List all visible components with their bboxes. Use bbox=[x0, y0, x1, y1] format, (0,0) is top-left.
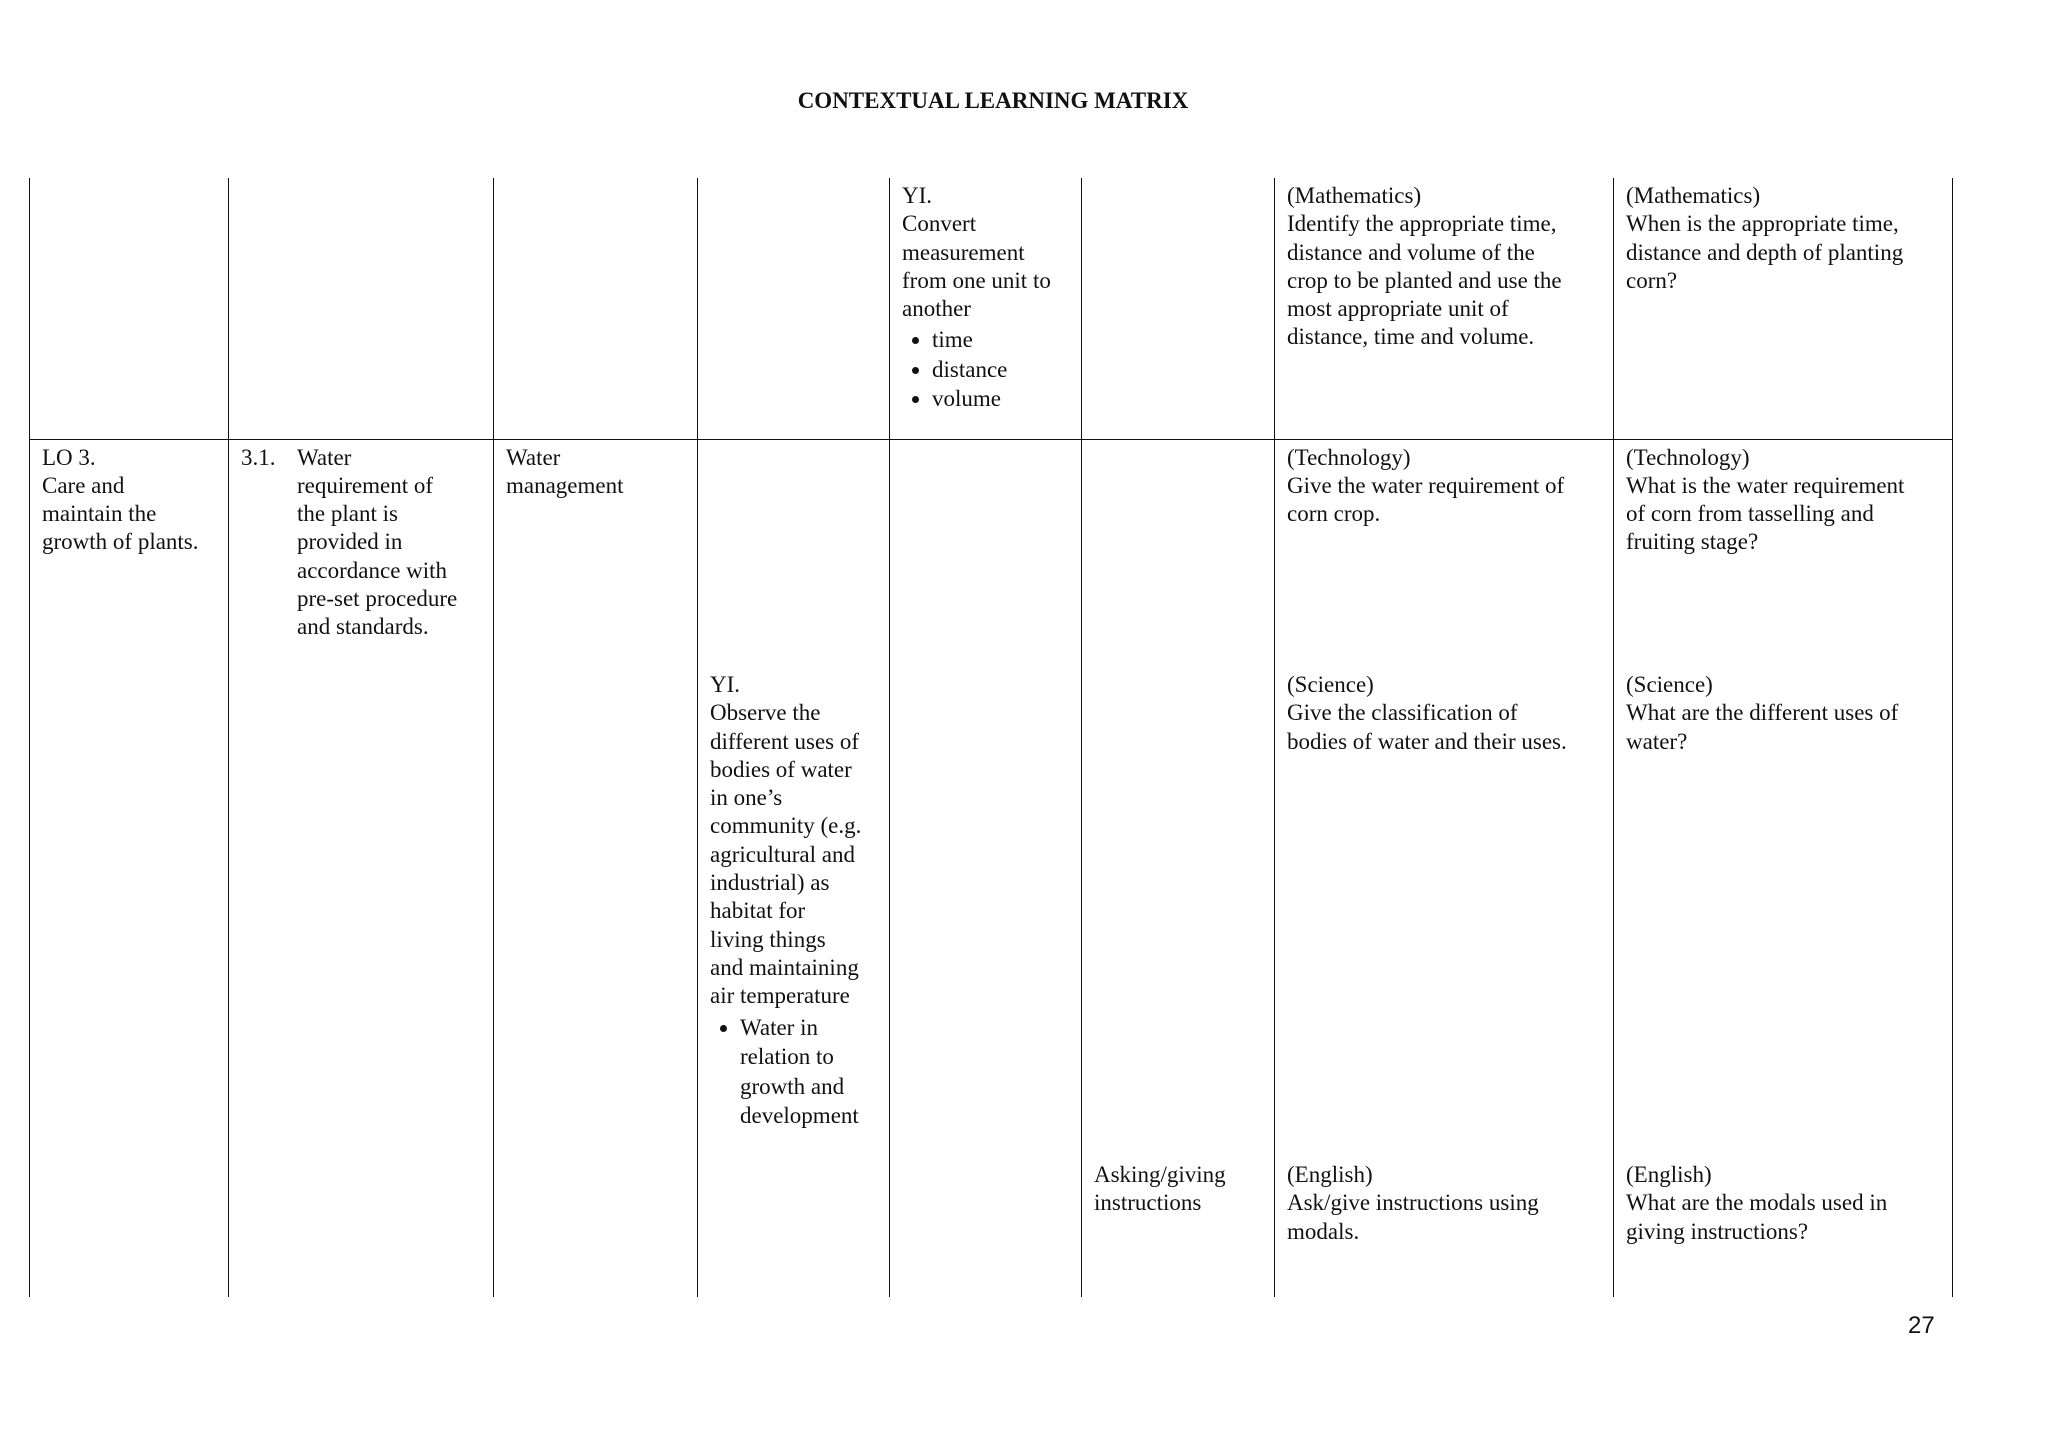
contents-text: Water management bbox=[506, 444, 624, 498]
table-cell bbox=[890, 1157, 1082, 1297]
language-focus-cell bbox=[1082, 1157, 1275, 1297]
integration-cell bbox=[890, 178, 1082, 439]
guide-question-cell bbox=[1614, 439, 1953, 667]
contextual-learning-matrix-table bbox=[29, 178, 1953, 1297]
integration-heading: YI. bbox=[902, 183, 933, 208]
learning-activity-text: (Technology) Give the water requirement of corn crop. bbox=[1287, 444, 1565, 527]
table-cell bbox=[30, 1157, 229, 1297]
integration-text: Observe the different uses of bodies of water in one’s community (e.g. agricultural and industrial) as habitat for living things and maintaining air temperature bbox=[710, 700, 862, 1009]
table-row bbox=[30, 439, 1953, 667]
guide-question-text: (Science) What are the different uses of water? bbox=[1626, 672, 1899, 754]
table-cell bbox=[229, 1157, 494, 1297]
contents-cell bbox=[494, 439, 698, 667]
learning-activity-cell bbox=[1275, 178, 1614, 439]
table-cell bbox=[494, 178, 698, 439]
bullet-item: • Water in relation to growth and development bbox=[740, 1013, 877, 1131]
page-number: 27 bbox=[1908, 1312, 1935, 1339]
learning-activity-cell bbox=[1275, 1157, 1614, 1297]
learning-outcome-text: LO 3. Care and maintain the growth of plants. bbox=[42, 444, 199, 555]
learning-activity-text: (English) Ask/give instructions using modals. bbox=[1287, 1162, 1539, 1244]
table-cell bbox=[698, 439, 890, 667]
table-cell bbox=[494, 1157, 698, 1297]
criteria-item bbox=[241, 444, 481, 642]
guide-question-text: (Technology) What is the water requirement of corn from tasselling and fruiting stage? bbox=[1626, 444, 1905, 555]
bullet-item: • time bbox=[932, 325, 1069, 355]
bullet-list bbox=[902, 325, 1069, 414]
guide-question-cell bbox=[1614, 178, 1953, 439]
table-row bbox=[30, 178, 1953, 439]
language-focus-text: Asking/giving instructions bbox=[1094, 1162, 1226, 1216]
assessment-criteria-cell bbox=[229, 439, 494, 667]
learning-activity-text: (Science) Give the classification of bodies of water and their uses. bbox=[1287, 672, 1567, 754]
learning-activity-text: (Mathematics) Identify the appropriate time, distance and volume of the crop to be planted and use the most appropriate unit of distance, time and volume. bbox=[1287, 183, 1562, 350]
table-row bbox=[30, 667, 1953, 1157]
guide-question-text: (Mathematics) When is the appropriate time, distance and depth of planting corn? bbox=[1626, 183, 1904, 293]
integration-cell bbox=[698, 667, 890, 1157]
guide-question-cell bbox=[1614, 667, 1953, 1157]
table-cell bbox=[890, 667, 1082, 1157]
table-row bbox=[30, 1157, 1953, 1297]
table-cell bbox=[494, 667, 698, 1157]
page-title: CONTEXTUAL LEARNING MATRIX bbox=[797, 88, 1189, 113]
learning-activity-cell bbox=[1275, 439, 1614, 667]
integration-heading: YI. bbox=[710, 672, 741, 697]
table-cell bbox=[698, 178, 890, 439]
guide-question-cell bbox=[1614, 1157, 1953, 1297]
table-cell bbox=[1082, 439, 1275, 667]
table-cell bbox=[698, 1157, 890, 1297]
guide-question-text: (English) What are the modals used in giving instructions? bbox=[1626, 1162, 1888, 1244]
integration-text: Convert measurement from one unit to another bbox=[902, 211, 1051, 322]
bullet-item: • distance bbox=[932, 355, 1069, 385]
criteria-number: 3.1. bbox=[241, 444, 276, 470]
table-cell bbox=[229, 178, 494, 439]
table-cell bbox=[229, 667, 494, 1157]
learning-activity-cell bbox=[1275, 667, 1614, 1157]
criteria-text: Water requirement of the plant is provided in accordance with pre-set procedure and standards. bbox=[297, 444, 458, 640]
bullet-list bbox=[710, 1013, 877, 1131]
table-cell bbox=[1082, 667, 1275, 1157]
learning-outcome-cell bbox=[30, 439, 229, 667]
table-cell bbox=[30, 667, 229, 1157]
table-cell bbox=[1082, 178, 1275, 439]
table-cell bbox=[890, 439, 1082, 667]
bullet-item: • volume bbox=[932, 384, 1069, 414]
table-cell bbox=[30, 178, 229, 439]
